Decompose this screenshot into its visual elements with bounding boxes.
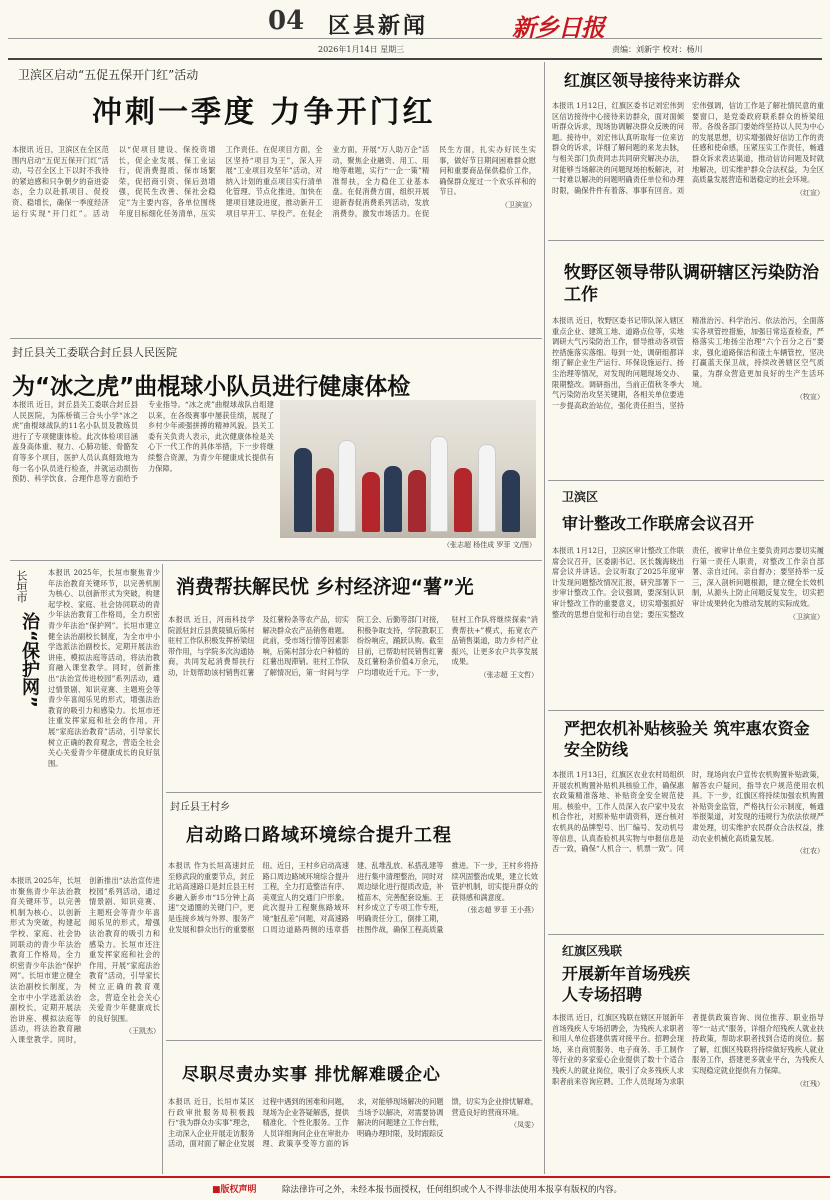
- article-hongqi-subsidy: [552, 716, 824, 932]
- article-headline: 消费帮扶解民忧 乡村经济迎“薯”光: [176, 576, 474, 598]
- divider: [166, 792, 542, 793]
- article-body: [168, 1097, 538, 1174]
- article-author: （卫滨宣）: [500, 200, 536, 209]
- article-headline: 严把农机补贴核验关 筑牢惠农资金安全防线: [564, 719, 810, 759]
- article-kicker: 卫滨区: [562, 490, 599, 504]
- article-body: [552, 101, 824, 238]
- divider: [166, 1040, 542, 1041]
- article-text: 本报讯 近日，封丘县关工委联合封丘县人民医院，为陈桥镇三合头小学“冰之虎”曲棍球战队的11名小队员及教练员进行了专项健康体检。此次体检项目涵盖身高体重、视力、心肺功能、骨骼发育等多个项目，医护人员认真细致地为每一名小队员进行检查，并就运动损伤预防、科学饮食、合理作息等方面给予专业指导。“冰之虎”曲棍球战队自组建以来，在各级赛事中屡获佳绩，展现了乡村少年顽强拼搏的精神风貌。县关工委有关负责人表示，此次健康体检是关心下一代工作的具体举措，下一步将继续整合资源，为青少年健康成长提供有力保障。: [12, 400, 274, 484]
- article-headline: 审计整改工作联席会议召开: [562, 514, 755, 533]
- article-text: 本报讯 近日，牧野区委书记带队深入辖区重点企业、建筑工地、道路点位等，实地调研大气污染防治工作，督导推动各项管控措施落实落细。每到一处，调研组都详细了解企业生产运行、环保设施运行、扬尘治理等情况，对发现的问题现场交办、限期整改。调研指出，当前正值秋冬季大气污染防治攻坚关键期，各相关单位要进一步提高政治站位，强化责任担当，坚持精准治污、科学治污、依法治污，全面落实各项管控措施，加强日常巡查检查，严格落实工地扬尘治理“六个百分之百”要求，强化道路保洁和渣土车辆管控，坚决打赢蓝天保卫战，持续改善辖区空气质量，为群众营造更加良好的生产生活环境。: [552, 316, 824, 410]
- article-body: [552, 546, 824, 704]
- article-kicker: 红旗区残联: [562, 944, 623, 958]
- newspaper-logo: 新乡日报: [512, 13, 604, 42]
- editor-credits: 责编：刘新宇 校对：杨川: [612, 45, 703, 54]
- article-text: 本报讯 1月12日，卫滨区审计整改工作联席会议召开，区委副书记、区长魏海晓出席会议并讲话。会议听取了2025年度审计发现问题整改情况汇报，研究部署下一步审计整改工作。会议强调，要深刻认识审计整改工作的重要意义，切实增强抓好整改的思想自觉和行动自觉；要压实整改责任，被审计单位主要负责同志要切实履行第一责任人职责，对整改工作亲自部署、亲自过问、亲自督办；要坚持举一反三，深入剖析问题根源，建立健全长效机制，从源头上防止问题反复发生，切实把审计成果转化为推动发展的实际成效。: [552, 546, 824, 619]
- article-sweet-potato-aid: [168, 566, 538, 790]
- article-text: 本报讯 1月13日，红旗区农业农村局组织开展农机购置补贴机具核验工作，确保惠农政策精准落地、补贴资金安全规范使用。核验中，工作人员深入农户家中及农机合作社，对照补贴申请资料，逐台核对农机具的品牌型号、出厂编号、发动机号等信息，认真查验机具实物与申报信息是否一致，确保“人机合一、机票一致”。同时，现场向农户宣传农机购置补贴政策，解答农户疑问，指导农户规范使用农机具。下一步，红旗区将持续加强农机购置补贴资金监管，严格执行公示制度，畅通举报渠道，对发现的违规行为依法依规严肃处理，切实维护农民群众合法权益，推动农业机械化高质量发展。: [552, 770, 824, 854]
- article-kicker: 长垣市: [15, 570, 28, 603]
- article-author: （王凯杰）: [125, 1027, 160, 1036]
- divider: [10, 338, 542, 339]
- photo-caption: （张志超 杨佳成 罗菲 文/图）: [442, 541, 536, 549]
- article-wangcun-road: [168, 798, 538, 1038]
- article-headline: 尽职尽责办实事 排忧解难暖企心: [182, 1065, 441, 1085]
- section-name: 区县新闻: [328, 13, 429, 39]
- article-author: （牧宣）: [796, 393, 824, 402]
- article-author: （红农）: [796, 847, 824, 856]
- article-kicker: 封丘县王村乡: [170, 802, 230, 813]
- divider: [10, 560, 542, 561]
- article-body: [552, 1013, 824, 1174]
- divider: [548, 710, 824, 711]
- article-text: 本报讯 1月12日，红旗区委书记刘宏伟到区信访接待中心接待来访群众，面对面倾听群众诉求，现场协调解决群众反映的问题。接待中，刘宏伟认真听取每一位来访群众的诉求，详细了解问题的来龙去脉，与相关部门负责同志共同研究解决办法，对能够当场解决的问题现场拍板解决，对一时难以解决的问题明确责任单位和办理时限，确保件件有着落、事事有回音。刘宏伟强调，信访工作是了解社情民意的重要窗口，是党委政府联系群众的桥梁纽带。各级各部门要始终坚持以人民为中心的发展思想，切实增强做好信访工作的责任感和使命感，压紧压实工作责任，畅通群众诉求表达渠道，推动信访问题及时就地解决，切实维护群众合法权益，为全区高质量发展营造和谐稳定的社会环境。: [552, 101, 824, 195]
- article-weibin-kaimenhong: [12, 66, 536, 334]
- article-headline: 牧野区领导带队调研辖区污染防治工作: [564, 263, 819, 305]
- page-number: 04: [268, 6, 305, 36]
- article-headline: 启动路口路域环境综合提升工程: [186, 825, 452, 846]
- article-hongqi-disabled-jobs: [552, 940, 824, 1174]
- article-author: （红宣）: [796, 188, 824, 197]
- article-headline: 开展新年首场残疾人专场招聘: [562, 964, 691, 1004]
- article-text: 本报讯 2025年，长垣市聚焦青少年法治教育关键环节，以完善机制为核心、以创新形式为突破，构建起学校、家庭、社会协同联动的青少年法治教育工作格局，全力织密青少年法治“保护网”。长垣市建立健全法治副校长制度，为全市中小学选派法治副校长，定期开展法治讲座、模拟法庭等活动，将法治教育融入课堂教学。同时，创新推出“法治宣传进校园”系列活动，通过情景剧、知识竞赛、主题班会等青少年喜闻乐见的形式，增强法治教育的吸引力和感染力。长垣市还注重发挥家庭和社会的作用，开展“家庭法治教育”活动，引导家长树立正确的教育观念，营造全社会关心关爱青少年健康成长的良好氛围。: [48, 568, 160, 768]
- article-muye-pollution: [552, 246, 824, 478]
- article-body: [552, 770, 824, 930]
- article-kicker: 卫滨区启动“五促五保开门红”活动: [18, 68, 199, 82]
- article-author: （凤雯）: [510, 1121, 538, 1130]
- article-text: 本报讯 近日，卫滨区在全区范围内启动“五促五保开门红”活动，号召全区上下以时不我待的紧迫感和只争朝夕的奋进姿态，全力以赴抓项目、促投资、稳增长，确保一季度经济运行实现“开门红”。活动以“促项目建设、保投资增长，促企业发展、保工业运行，促消费提质、保市场繁荣，促招商引资、保后劲增强，促民生改善、保社会稳定”为主要内容，各单位围绕年度目标细化任务清单，压实工作责任。在促项目方面，全区坚持“项目为王”，深入开展“工业项目攻坚年”活动，对纳入计划的重点项目实行清单化管理、节点化推进，加快在建项目建设进度，推动新开工项目早开工、早投产。在促企业方面，开展“万人助万企”活动，聚焦企业融资、用工、用地等难题，实行“一企一策”精准帮扶，全力稳住工业基本盘。在促消费方面，组织开展迎新春促消费系列活动，发放消费券，激发市场活力。在促民生方面，扎实办好民生实事，做好节日期间困难群众慰问和重要商品保供稳价工作，确保群众度过一个欢乐祥和的节日。: [12, 145, 536, 218]
- article-headline: 治“保护网”: [19, 612, 40, 708]
- masthead-thick-rule: [8, 58, 822, 60]
- article-body: [12, 145, 536, 334]
- article-author: （红残）: [796, 1079, 824, 1088]
- hockey-team-photo: [280, 400, 536, 538]
- divider: [548, 480, 824, 481]
- issue-date: 2026年1月14日 星期三: [318, 45, 405, 54]
- article-headline: 红旗区领导接待来访群众: [564, 71, 741, 90]
- article-text: 本报讯 作为长垣高速封丘至修武段的重要节点，封丘北站高速路口是封丘县王村乡融入新乡市“15分钟上高速”交通圈的关键门户，更是连接乡域与外界、服务产业发展和群众出行的重要枢纽。近日，王村乡启动高速路口周边路域环境综合提升工程，全力打造整洁有序、美观宜人的交通门户形象。此次提升工程聚焦路域环境“脏乱差”问题，对高速路口周边道路两侧的违章搭建、乱堆乱放、私搭乱建等进行集中清理整治，同时对周边绿化进行提质改造，补植苗木，完善配套设施。王村乡成立了专项工作专班，明确责任分工，倒排工期，挂图作战，确保工程高质量推进。下一步，王村乡将持续巩固整治成果，建立长效管护机制，切实提升群众的获得感和满意度。: [168, 861, 538, 934]
- article-enterprise-service: [168, 1046, 538, 1174]
- article-hongqi-petition: [552, 66, 824, 238]
- article-headline: 冲刺一季度 力争开门红: [92, 95, 436, 130]
- copyright-label: ■版权声明: [212, 1185, 257, 1195]
- article-weibin-audit: [552, 486, 824, 708]
- article-body: [12, 400, 274, 550]
- article-body: [168, 615, 538, 790]
- article-author: （卫滨宣）: [789, 612, 824, 621]
- divider: [548, 240, 824, 241]
- article-author: （张志超 罗菲 王小燕）: [463, 906, 538, 915]
- article-text: 本报讯 近日，河南科技学院派驻封丘县黄陵镇后陈村驻村工作队积极发挥桥梁纽带作用，与学院多次沟通协商，共同发起消费帮扶行动，计划帮助该村销售红薯及红薯粉条等农产品，切实解决群众农产品销售难题。此前，受市场行情等因素影响，后陈村部分农户种植的红薯出现滞销。驻村工作队了解情况后，第一时间与学院工会、后勤等部门对接，积极争取支持，学院教职工纷纷响应，踊跃认购。截至目前，已帮助村民销售红薯及红薯粉条价值4万余元，户均增收近千元。下一步，驻村工作队将继续探索“消费帮扶+”模式，拓宽农产品销售渠道，助力乡村产业振兴，让更多农户共享发展成果。: [168, 615, 538, 677]
- article-body-bottom: [10, 876, 160, 1172]
- article-changyuan-legal-education: [8, 566, 160, 1174]
- article-kicker: 封丘县关工委联合封丘县人民医院: [12, 346, 177, 359]
- article-text: 本报讯 近日，红旗区残联在辖区开展新年首场残疾人专场招聘会，为残疾人求职者和用人单位搭建供需对接平台。招聘会现场，来自商贸服务、电子商务、手工制作等行业的多家爱心企业提供了数十个适合残疾人的就业岗位，吸引了众多残疾人求职者前来咨询应聘。工作人员现场为求职者提供政策咨询、岗位推荐、职业指导等“一站式”服务，详细介绍残疾人就业扶持政策，帮助求职者找到合适的岗位。据了解，红旗区残联将持续做好残疾人就业服务工作，搭建更多就业平台，为残疾人实现稳定就业提供有力保障。: [552, 1013, 824, 1086]
- masthead: [0, 0, 830, 70]
- article-text: 本报讯 近日，长垣市某区行政审批服务局积极践行“我为群众办实事”理念，主动深入企业开展走访服务活动，面对面了解企业发展过程中遇到的困难和问题，现场为企业答疑解惑，提供精准化、个性化服务。工作人员详细询问企业在审批办理、政策享受等方面的诉求，对能够现场解决的问题当场予以解决，对需要协调解决的问题建立工作台账，明确办理时限，及时跟踪反馈，切实为企业排忧解难，营造良好的营商环境。: [168, 1097, 538, 1149]
- article-fengqiu-health-check: [12, 344, 536, 556]
- article-headline: 为“冰之虎”曲棍球小队员进行健康体检: [12, 374, 411, 400]
- divider: [548, 934, 824, 935]
- article-body-top: [48, 568, 160, 868]
- column-rule: [544, 62, 545, 1174]
- article-body: [168, 861, 538, 1037]
- article-text-continued: 本报讯 2025年，长垣市聚焦青少年法治教育关键环节，以完善机制为核心、以创新形式为突破，构建起学校、家庭、社会协同联动的青少年法治教育工作格局，全力织密青少年法治“保护网”。长垣市建立健全法治副校长制度，为全市中小学选派法治副校长，定期开展法治讲座、模拟法庭等活动，将法治教育融入课堂教学。同时，创新推出“法治宣传进校园”系列活动，通过情景剧、知识竞赛、主题班会等青少年喜闻乐见的形式，增强法治教育的吸引力和感染力。长垣市还注重发挥家庭和社会的作用，开展“家庭法治教育”活动，引导家长树立正确的教育观念，营造全社会关心关爱青少年健康成长的良好氛围。: [10, 876, 160, 1044]
- copyright-footer: [0, 1176, 830, 1200]
- article-author: （张志超 王文哲）: [479, 670, 538, 679]
- vertical-headline-block: [10, 570, 40, 870]
- column-rule: [162, 564, 163, 1174]
- copyright-notice: 除法律许可之外，未经本报书面授权，任何组织或个人不得非法使用本报享有版权的内容。: [282, 1185, 623, 1195]
- article-body: [552, 316, 824, 476]
